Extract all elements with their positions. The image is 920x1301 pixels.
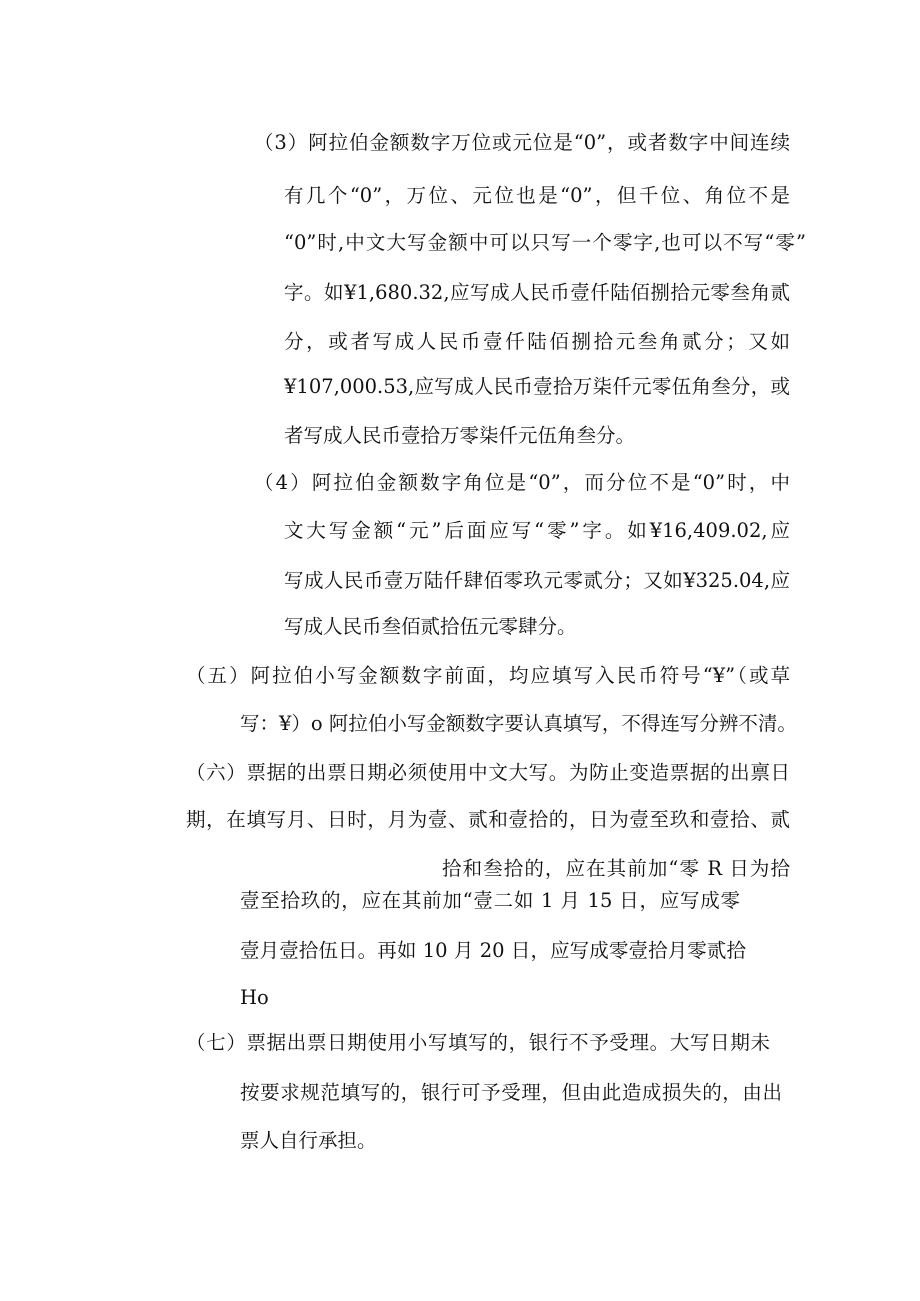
paragraph-line: 壹月壹拾伍日。再如 10 月 20 日，应写成零壹拾月零贰拾 <box>240 939 746 962</box>
paragraph-line: （3）阿拉伯金额数字万位或元位是“0”，或者数字中间连续 <box>254 131 790 154</box>
paragraph-line: 票人自行承担。 <box>240 1129 377 1152</box>
paragraph-line: （七）票据出票日期使用小写填写的，银行不予受理。大写日期未 <box>186 1031 770 1054</box>
paragraph-line: 期，在填写月、日时，月为壹、贰和壹拾的，日为壹至玖和壹拾、贰 <box>186 808 790 831</box>
paragraph-line: 字。如¥1,680.32,应写成人民币壹仟陆佰捌拾元零叁角贰 <box>284 281 790 304</box>
paragraph-line: 分，或者写成人民币壹仟陆佰捌拾元叁角贰分；又如 <box>284 330 790 353</box>
paragraph-line: （4）阿拉伯金额数字角位是“0”，而分位不是“0”时，中 <box>254 471 790 494</box>
paragraph-line: 写成人民币叁佰贰拾伍元零肆分。 <box>284 615 577 638</box>
paragraph-line: Ho <box>240 986 269 1009</box>
paragraph-line: “0”时,中文大写金额中可以只写一个零字,也可以不写“零” <box>284 231 806 254</box>
paragraph-line: 按要求规范填写的，银行可予受理，但由此造成损失的，由出 <box>240 1081 782 1104</box>
paragraph-line: 者写成人民币壹拾万零柒仟元伍角叁分。 <box>284 424 636 447</box>
paragraph-line: ¥107,000.53,应写成人民币壹拾万柒仟元零伍角叁分，或 <box>284 375 790 398</box>
paragraph-line: 文大写金额“元”后面应写“零”字。如¥16,409.02,应 <box>284 519 790 542</box>
paragraph-line: 拾和叁拾的，应在其前加“零 R 日为拾 <box>442 857 790 880</box>
paragraph-line: （五）阿拉伯小写金额数字前面，均应填写入民币符号“¥”（或草 <box>186 664 790 687</box>
paragraph-line: 有几个“0”，万位、元位也是“0”，但千位、角位不是 <box>284 184 790 207</box>
paragraph-line: （六）票据的出票日期必须使用中文大写。为防止变造票据的出禀日 <box>186 761 790 784</box>
paragraph-line: 写：¥）o 阿拉伯小写金额数字要认真填写，不得连写分辨不清。 <box>240 712 797 735</box>
paragraph-line: 壹至拾玖的，应在其前加“壹二如 1 月 15 日，应写成零 <box>240 889 740 912</box>
paragraph-line: 写成人民币壹万陆仟肆佰零玖元零贰分；又如¥325.04,应 <box>284 569 790 592</box>
